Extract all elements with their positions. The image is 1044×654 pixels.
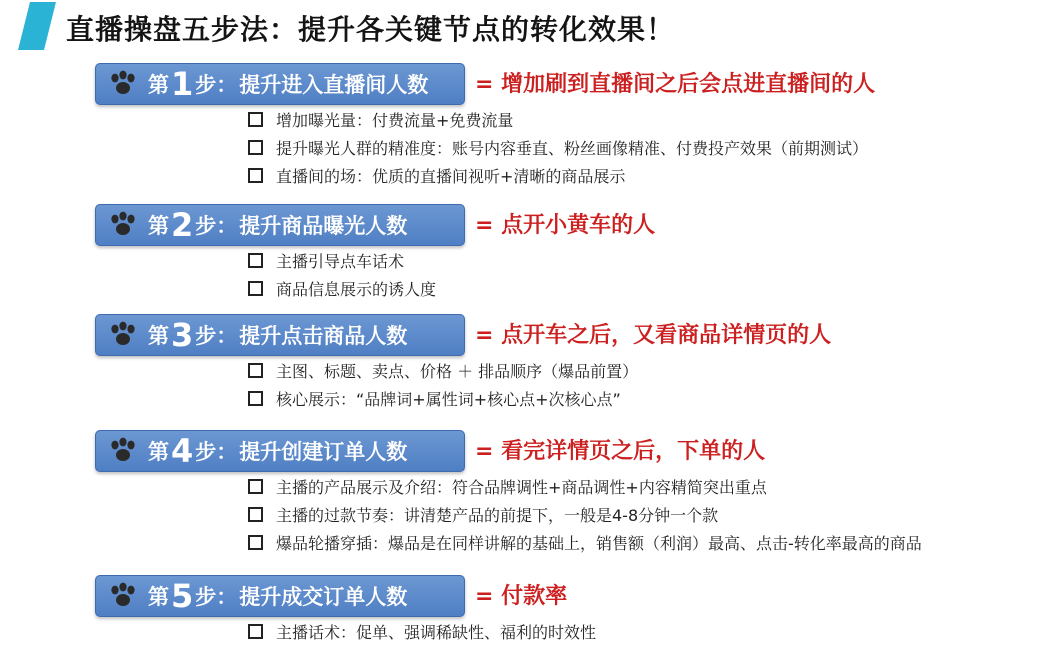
step-number: 3 — [171, 316, 194, 354]
step-number: 5 — [171, 577, 194, 615]
step-suffix: 步： — [195, 585, 238, 609]
step-3-pill — [95, 314, 465, 356]
step-result: = 看完详情页之后，下单的人 — [475, 439, 766, 464]
step-action: 提升进入直播间人数 — [239, 73, 429, 97]
bullet-text: 核心展示：“品牌词+属性词+核心点+次核心点” — [276, 389, 621, 409]
step-result: = 增加刷到直播间之后会点进直播间的人 — [475, 72, 876, 97]
step-4-pill — [95, 430, 465, 472]
step-header — [95, 430, 1035, 472]
bullet-text: 商品信息展示的诱人度 — [276, 279, 437, 299]
bullet-text: 增加曝光量：付费流量+免费流量 — [276, 110, 514, 130]
list-item — [248, 617, 596, 645]
step-2-pill — [95, 204, 465, 246]
step-prefix: 第 — [148, 440, 169, 464]
bullet-list — [248, 356, 638, 412]
checkbox-square-icon — [248, 112, 263, 127]
paw-icon — [106, 210, 140, 240]
bullet-text: 主播的过款节奏：讲清楚产品的前提下，一般是4-8分钟一个款 — [276, 505, 719, 525]
checkbox-square-icon — [248, 507, 263, 522]
step-action: 提升成交订单人数 — [239, 585, 408, 609]
bullet-list — [248, 246, 436, 302]
checkbox-square-icon — [248, 281, 263, 296]
bullet-text: 主播的产品展示及介绍：符合品牌调性+商品调性+内容精简突出重点 — [276, 477, 767, 497]
list-item — [248, 472, 922, 500]
title-accent-bar — [18, 2, 56, 50]
list-item — [248, 384, 638, 412]
step-suffix: 步： — [195, 73, 238, 97]
step-suffix: 步： — [195, 214, 238, 238]
paw-icon — [106, 436, 140, 466]
step-1-pill — [95, 63, 465, 105]
checkbox-square-icon — [248, 253, 263, 268]
step-4 — [95, 430, 1035, 553]
step-2 — [95, 204, 1035, 299]
step-result: = 付款率 — [475, 584, 568, 609]
checkbox-square-icon — [248, 624, 263, 639]
step-suffix: 步： — [195, 440, 238, 464]
step-prefix: 第 — [148, 73, 169, 97]
bullet-list — [248, 472, 922, 556]
bullet-list — [248, 105, 868, 189]
step-5 — [95, 575, 1035, 642]
checkbox-square-icon — [248, 363, 263, 378]
step-number: 4 — [171, 432, 194, 470]
step-suffix: 步： — [195, 324, 238, 348]
bullet-text: 爆品轮播穿插：爆品是在同样讲解的基础上，销售额（利润）最高、点击-转化率最高的商品 — [276, 533, 922, 553]
step-header — [95, 204, 1035, 246]
paw-icon — [106, 581, 140, 611]
step-result: = 点开小黄车的人 — [475, 213, 656, 238]
checkbox-square-icon — [248, 479, 263, 494]
step-number: 2 — [171, 206, 194, 244]
step-prefix: 第 — [148, 324, 169, 348]
checkbox-square-icon — [248, 391, 263, 406]
bullet-text: 主播话术：促单、强调稀缺性、福利的时效性 — [276, 622, 597, 642]
step-prefix: 第 — [148, 214, 169, 238]
list-item — [248, 528, 922, 556]
list-item — [248, 161, 868, 189]
bullet-text: 提升曝光人群的精准度：账号内容垂直、粉丝画像精准、付费投产效果（前期测试） — [276, 138, 869, 158]
checkbox-square-icon — [248, 140, 263, 155]
step-5-pill — [95, 575, 465, 617]
checkbox-square-icon — [248, 168, 263, 183]
step-action: 提升创建订单人数 — [239, 440, 408, 464]
list-item — [248, 105, 868, 133]
step-prefix: 第 — [148, 585, 169, 609]
bullet-text: 主播引导点车话术 — [276, 251, 405, 271]
list-item — [248, 356, 638, 384]
list-item — [248, 133, 868, 161]
bullet-text: 主图、标题、卖点、价格 ＋ 排品顺序（爆品前置） — [276, 361, 639, 381]
list-item — [248, 500, 922, 528]
step-number: 1 — [171, 65, 194, 103]
step-action: 提升点击商品人数 — [239, 324, 408, 348]
checkbox-square-icon — [248, 535, 263, 550]
step-action: 提升商品曝光人数 — [239, 214, 408, 238]
step-header — [95, 314, 1035, 356]
step-result: = 点开车之后，又看商品详情页的人 — [475, 323, 832, 348]
paw-icon — [106, 69, 140, 99]
bullet-list — [248, 617, 596, 645]
step-3 — [95, 314, 1035, 409]
page-title: 直播操盘五步法：提升各关键节点的转化效果！ — [66, 13, 676, 46]
step-header — [95, 63, 1035, 105]
paw-icon — [106, 320, 140, 350]
step-header — [95, 575, 1035, 617]
bullet-text: 直播间的场：优质的直播间视听+清晰的商品展示 — [276, 166, 626, 186]
list-item — [248, 246, 436, 274]
step-1 — [95, 63, 1035, 186]
list-item — [248, 274, 436, 302]
